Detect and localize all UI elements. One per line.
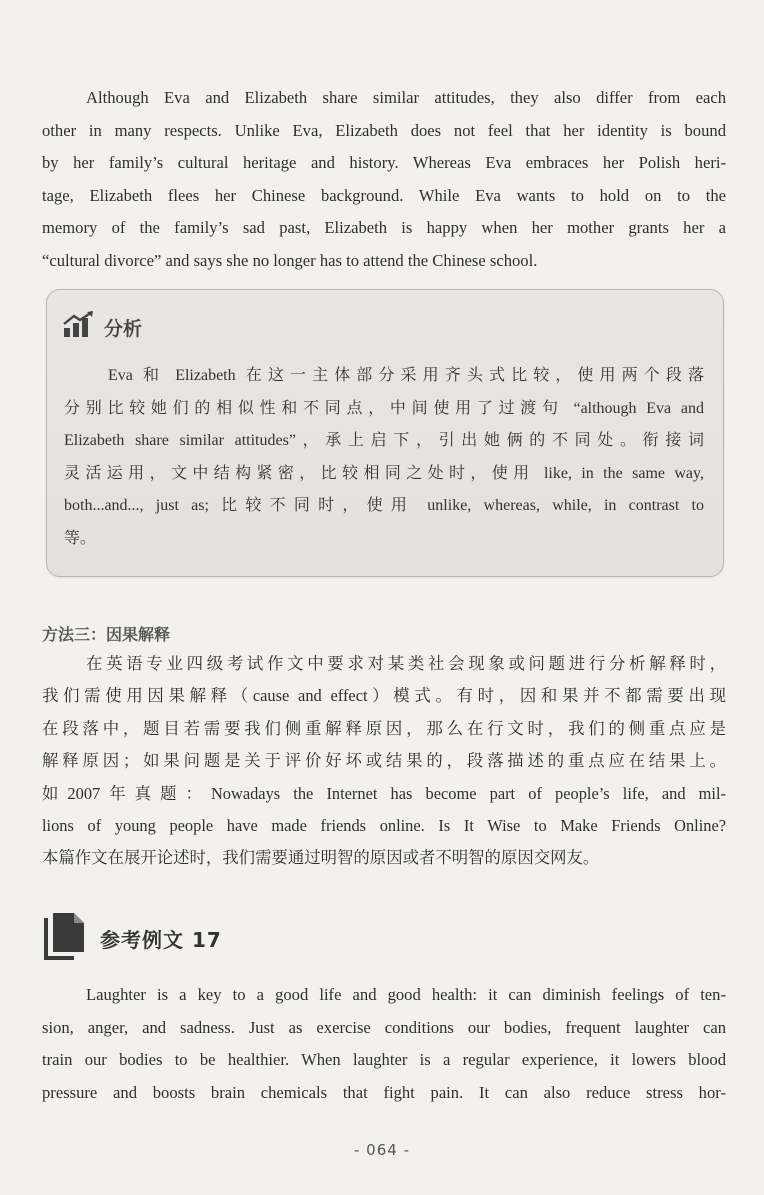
text-line: 如2007年真题：Nowadays the Internet has become part of people’s life, and mil-: [42, 783, 726, 803]
analysis-header: [62, 312, 142, 342]
text-line: both...and..., just as; 比较不同时，使用 unlike, whereas, while, in contrast to: [64, 497, 704, 515]
text-line: Elizabeth share similar attitudes”，承上启下，引出她俩的不同处。衔接词: [64, 432, 704, 450]
text-line: 在段落中，题目若需要我们侧重解释原因，那么在行文时，我们的侧重点应是: [42, 718, 726, 738]
text-line: train our bodies to be healthier. When laughter is a regular experience, it lowers blood: [42, 1050, 726, 1070]
section-paragraph: [42, 648, 726, 875]
analysis-title: 分析: [104, 317, 143, 340]
section-title: 方法三：因果解释: [42, 625, 171, 644]
reference-paragraph: [42, 979, 726, 1109]
text-line: lions of young people have made friends online. Is It Wise to Make Friends Online?: [42, 816, 726, 836]
text-line: 本篇作文在展开论述时，我们需要通过明智的原因或者不明智的原因交网友。: [42, 848, 600, 868]
reference-title: 参考例文 17: [100, 927, 222, 952]
text-line: Laughter is a key to a good life and good health: it can diminish feelings of ten-: [86, 985, 726, 1004]
text-line: memory of the family’s sad past, Elizabeth is happy when her mother grants her a: [42, 218, 726, 238]
text-line: by her family’s cultural heritage and history. Whereas Eva embraces her Polish heri-: [42, 153, 726, 173]
text-line: 灵活运用，文中结构紧密，比较相同之处时，使用 like, in the same way,: [64, 464, 704, 482]
bar-chart-icon: [62, 311, 96, 344]
top-paragraph: [42, 82, 726, 278]
text-line: “cultural divorce” and says she no longer has to attend the Chinese school.: [42, 250, 538, 270]
text-line: 分别比较她们的相似性和不同点，中间使用了过渡句 “although Eva and: [64, 399, 704, 417]
page-number: - 064 -: [354, 1141, 410, 1159]
text-line: 解释原因；如果问题是关于评价好坏或结果的，段落描述的重点应在结果上。: [42, 751, 726, 771]
text-line: sion, anger, and sadness. Just as exercise conditions our bodies, frequent laughter can: [42, 1017, 726, 1037]
text-line: tage, Elizabeth flees her Chinese background. While Eva wants to hold on to the: [42, 185, 726, 205]
text-line: other in many respects. Unlike Eva, Elizabeth does not feel that her identity is bound: [42, 120, 726, 140]
text-line: Eva 和 Elizabeth 在这一主体部分采用齐头式比较，使用两个段落: [108, 367, 704, 384]
text-line: 在英语专业四级考试作文中要求对某类社会现象或问题进行分析解释时，: [86, 654, 726, 673]
text-line: 我们需使用因果解释（cause and effect）模式。有时，因和果并不都需要出现: [42, 686, 726, 706]
text-line: Although Eva and Elizabeth share similar attitudes, they also differ from each: [86, 88, 726, 107]
document-icon: [44, 912, 90, 965]
text-line: 等。: [64, 529, 97, 547]
reference-header: [44, 912, 222, 964]
analysis-text: [64, 360, 704, 556]
text-line: pressure and boosts brain chemicals that fight pain. It can also reduce stress hor-: [42, 1082, 726, 1102]
